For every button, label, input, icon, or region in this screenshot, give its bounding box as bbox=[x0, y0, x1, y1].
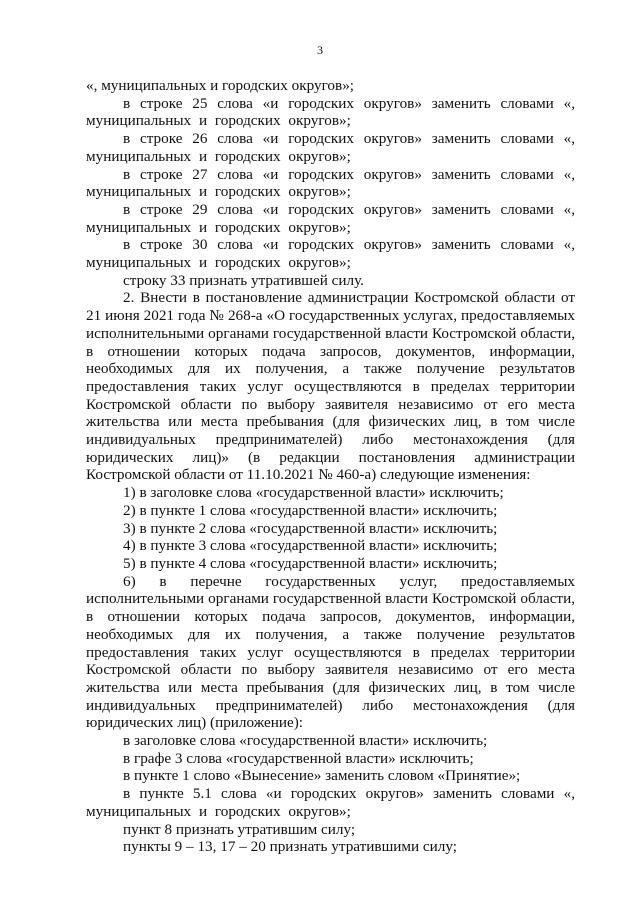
paragraph-item-6-point-8: пункт 8 признать утратившим силу; bbox=[123, 820, 356, 838]
paragraph-row-33: строку 33 признать утратившей силу. bbox=[123, 271, 364, 289]
paragraph-item-1: 1) в заголовке слова «государственной власти» исключить; bbox=[123, 484, 504, 502]
paragraph-item-6-point-1: в пункте 1 слово «Вынесение» заменить словом «Принятие»; bbox=[123, 767, 521, 785]
paragraph-item-6-title: в заголовке слова «государственной власти» исключить; bbox=[123, 732, 488, 750]
paragraph-item-6-points-9-20: пункты 9 – 13, 17 – 20 признать утратившими силу; bbox=[123, 838, 457, 856]
paragraph-item-6-point-5-1: в пункте 5.1 слова «и городских округов» заменить словами «, муниципальных и городских округов»; bbox=[86, 785, 575, 820]
paragraph-row-30: в строке 30 слова «и городских округов» заменить словами «, муниципальных и городских округов»; bbox=[86, 236, 575, 272]
paragraph-section-2: 2. Внести в постановление администрации Костромской области от 21 июня 2021 года № 268-а «О государственных услугах, предоставляемых исполнительными органами государственной власти Костромской области, в отношении которых подача запросов, документов, информации, необходимых для их получения, а также получение результатов предоставления таких услуг осуществляются в пределах территории Костромской области по выбору заявителя независимо от его места жительства или места пребывания (для физических лиц, в том числе индивидуальных предпринимателей) либо местонахождения (для юридических лиц)» (в редакции постановления администрации Костромской области от 11.10.2021 № 460-а) следующие изменения: bbox=[86, 289, 575, 484]
page-number: 3 bbox=[317, 43, 323, 57]
paragraph-row-26: в строке 26 слова «и городских округов» заменить словами «, муниципальных и городских округов»; bbox=[86, 130, 575, 165]
paragraph-continuation: «, муниципальных и городских округов»; bbox=[86, 77, 355, 94]
paragraph-item-4: 4) в пункте 3 слова «государственной власти» исключить; bbox=[123, 537, 498, 555]
paragraph-item-5: 5) в пункте 4 слова «государственной власти» исключить; bbox=[123, 554, 498, 572]
document-body bbox=[86, 77, 575, 856]
paragraph-item-6-column-3: в графе 3 слова «государственной власти» исключить; bbox=[123, 749, 474, 767]
paragraph-item-2: 2) в пункте 1 слова «государственной власти» исключить; bbox=[123, 501, 498, 519]
paragraph-row-27: в строке 27 слова «и городских округов» заменить словами «, муниципальных и городских округов»; bbox=[86, 165, 575, 201]
paragraph-item-6: 6) в перечне государственных услуг, предоставляемых исполнительными органами государственной власти Костромской области, в отношении которых подача запросов, документов, информации, необходимых для их получения, а также получение результатов предоставления таких услуг осуществляются в пределах территории Костромской области по выбору заявителя независимо от его места жительства или места пребывания (для физических лиц, в том числе индивидуальных предпринимателей) либо местонахождения (для юридических лиц) (приложение): bbox=[86, 572, 575, 732]
paragraph-row-25: в строке 25 слова «и городских округов» заменить словами «, муниципальных и городских округов»; bbox=[86, 94, 575, 130]
paragraph-item-3: 3) в пункте 2 слова «государственной власти» исключить; bbox=[123, 519, 498, 537]
paragraph-row-29: в строке 29 слова «и городских округов» заменить словами «, муниципальных и городских округов»; bbox=[86, 200, 575, 236]
